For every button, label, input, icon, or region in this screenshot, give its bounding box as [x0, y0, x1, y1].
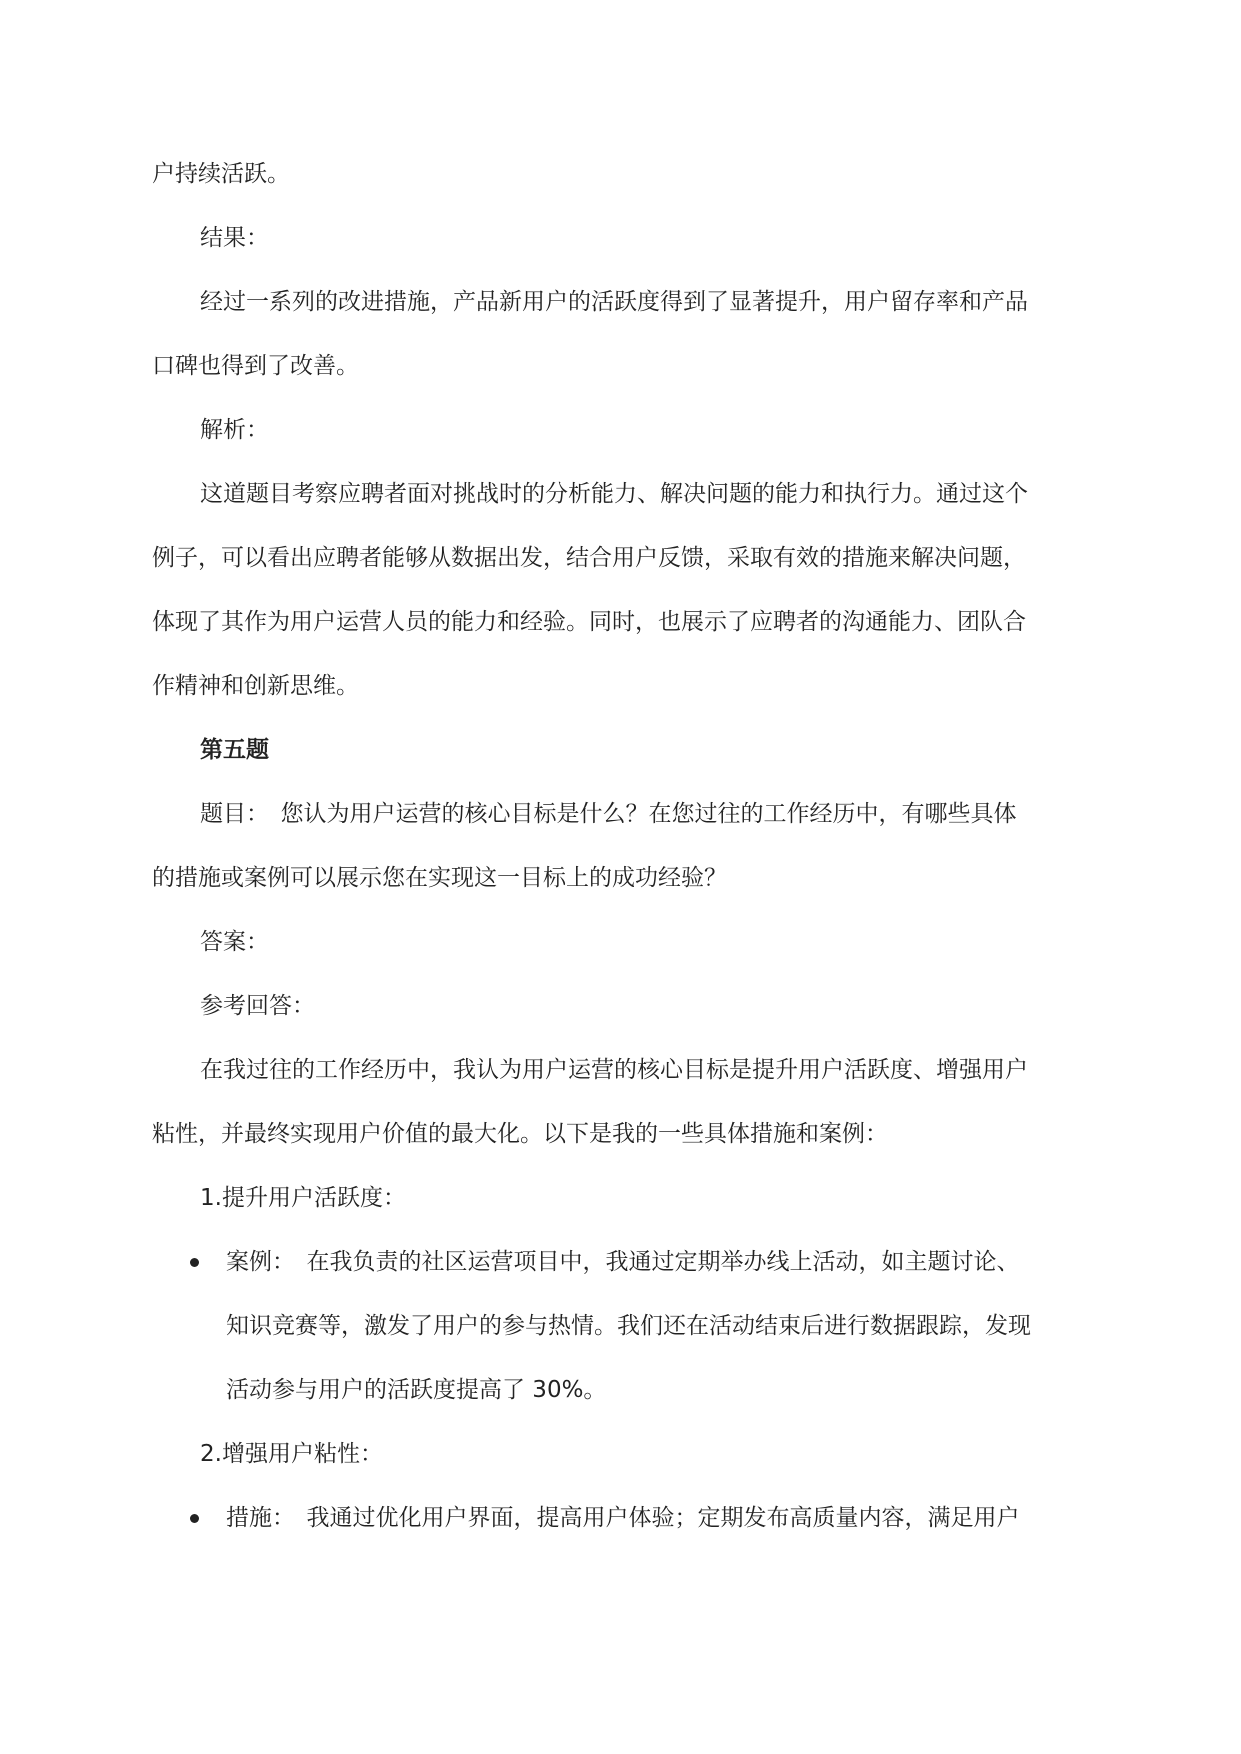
list-item-continuation: 知识竞赛等，激发了用户的参与热情。我们还在活动结束后进行数据跟踪，发现: [226, 1313, 1031, 1339]
document-page: [152, 142, 1092, 1550]
question-line: 的措施或案例可以展示您在实现这一目标上的成功经验？: [152, 865, 727, 891]
question-line: 题目： 您认为用户运营的核心目标是什么？在您过往的工作经历中，有哪些具体: [200, 801, 1017, 827]
point-title: 1.提升用户活跃度：: [200, 1185, 406, 1211]
paragraph-line: 作精神和创新思维。: [152, 673, 359, 699]
reference-label: 参考回答：: [200, 993, 315, 1019]
list-item: [152, 1486, 1092, 1550]
list-item: [152, 1230, 1092, 1294]
analysis-label: 解析：: [200, 417, 269, 443]
answer-label: 答案：: [200, 929, 269, 955]
section-title: 第五题: [200, 737, 269, 763]
paragraph-line: 口碑也得到了改善。: [152, 353, 359, 379]
bullet-icon: [190, 1514, 199, 1523]
bullet-icon: [190, 1258, 199, 1267]
paragraph-line: 粘性，并最终实现用户价值的最大化。以下是我的一些具体措施和案例：: [152, 1121, 888, 1147]
result-label: 结果：: [200, 225, 269, 251]
point-title: 2.增强用户粘性：: [200, 1441, 383, 1467]
list-item-continuation: 活动参与用户的活跃度提高了 30%。: [226, 1377, 607, 1403]
list-item-text: 案例： 在我负责的社区运营项目中，我通过定期举办线上活动，如主题讨论、: [226, 1249, 1020, 1275]
paragraph-line: 户持续活跃。: [152, 161, 290, 187]
paragraph-line: 体现了其作为用户运营人员的能力和经验。同时，也展示了应聘者的沟通能力、团队合: [152, 609, 1026, 635]
paragraph-line: 经过一系列的改进措施，产品新用户的活跃度得到了显著提升，用户留存率和产品: [200, 289, 1028, 315]
paragraph-line: 在我过往的工作经历中，我认为用户运营的核心目标是提升用户活跃度、增强用户: [200, 1057, 1028, 1083]
list-item-text: 措施： 我通过优化用户界面，提高用户体验；定期发布高质量内容，满足用户: [226, 1505, 1020, 1531]
paragraph-line: 这道题目考察应聘者面对挑战时的分析能力、解决问题的能力和执行力。通过这个: [200, 481, 1028, 507]
paragraph-line: 例子，可以看出应聘者能够从数据出发，结合用户反馈，采取有效的措施来解决问题，: [152, 545, 1026, 571]
